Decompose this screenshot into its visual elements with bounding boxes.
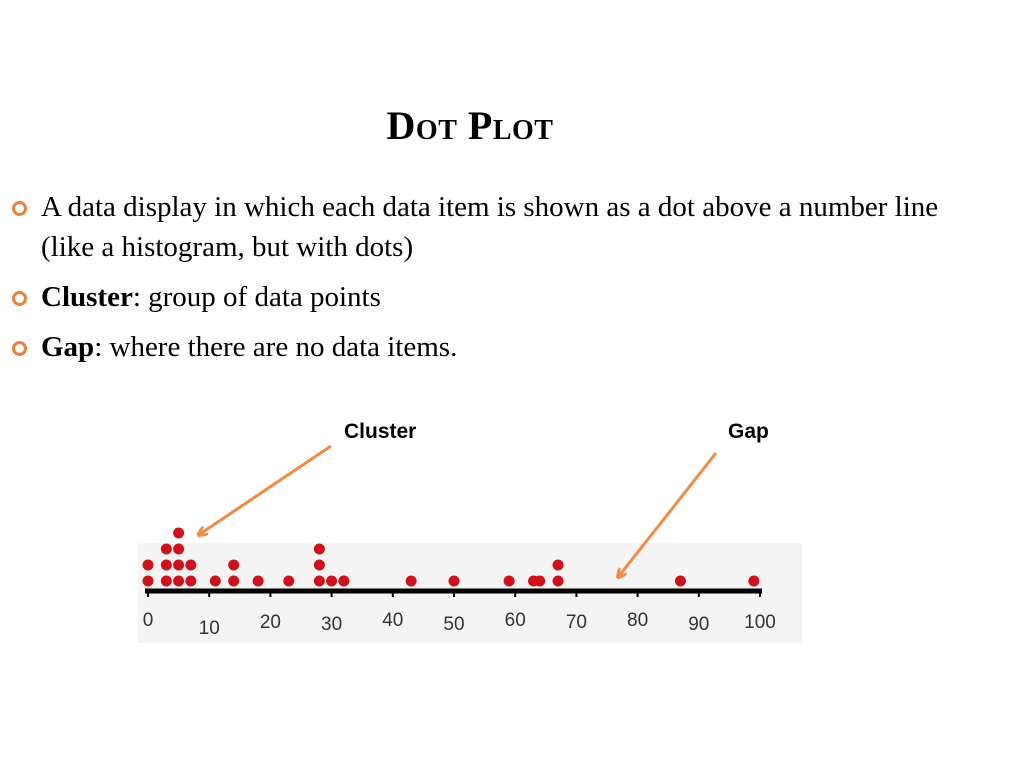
- tick-label: 90: [688, 614, 710, 635]
- data-dot: [314, 576, 325, 587]
- tick-label: 10: [198, 618, 220, 639]
- data-dot: [161, 544, 172, 555]
- bullet-term: Gap: [41, 331, 95, 363]
- tick-label: 60: [504, 610, 526, 631]
- data-dot: [675, 576, 686, 587]
- data-dot: [553, 560, 564, 571]
- data-dot: [314, 560, 325, 571]
- tick-label: 20: [259, 612, 281, 633]
- slide-title: Dot Plot: [386, 103, 554, 148]
- tick-label: 50: [443, 614, 465, 635]
- data-dot: [449, 576, 460, 587]
- gap-callout-label: Gap: [728, 420, 769, 443]
- data-dot: [338, 576, 349, 587]
- bullet-term: Cluster: [41, 281, 133, 313]
- data-dot: [228, 576, 239, 587]
- bullet-text: : group of data points: [132, 281, 381, 313]
- data-dot: [173, 528, 184, 539]
- data-dot: [283, 576, 294, 587]
- data-dot: [314, 544, 325, 555]
- data-dot: [504, 576, 515, 587]
- data-dot: [326, 576, 337, 587]
- data-dot: [173, 560, 184, 571]
- data-dot: [143, 560, 154, 571]
- cluster-arrow: [200, 446, 331, 534]
- data-dot: [210, 576, 221, 587]
- data-dot: [406, 576, 417, 587]
- data-dot: [143, 576, 154, 587]
- bullet-text: : where there are no data items.: [94, 331, 458, 363]
- tick-label: 100: [744, 612, 776, 633]
- data-dot: [553, 576, 564, 587]
- tick-label: 0: [142, 610, 154, 631]
- tick-label: 40: [382, 610, 404, 631]
- tick-label: 30: [321, 614, 343, 635]
- data-dot: [161, 576, 172, 587]
- data-dot: [185, 576, 196, 587]
- data-dot: [534, 576, 545, 587]
- bullet-text: A data display in which each data item is shown as a dot above a number line (like a histogram, but with dots): [41, 191, 939, 263]
- data-dot: [185, 560, 196, 571]
- data-dot: [228, 560, 239, 571]
- data-dot: [253, 576, 264, 587]
- data-dot: [748, 576, 759, 587]
- data-dot: [161, 560, 172, 571]
- data-dot: [173, 576, 184, 587]
- cluster-callout-label: Cluster: [344, 420, 417, 443]
- tick-label: 80: [627, 610, 649, 631]
- data-dot: [173, 544, 184, 555]
- tick-label: 70: [565, 612, 587, 633]
